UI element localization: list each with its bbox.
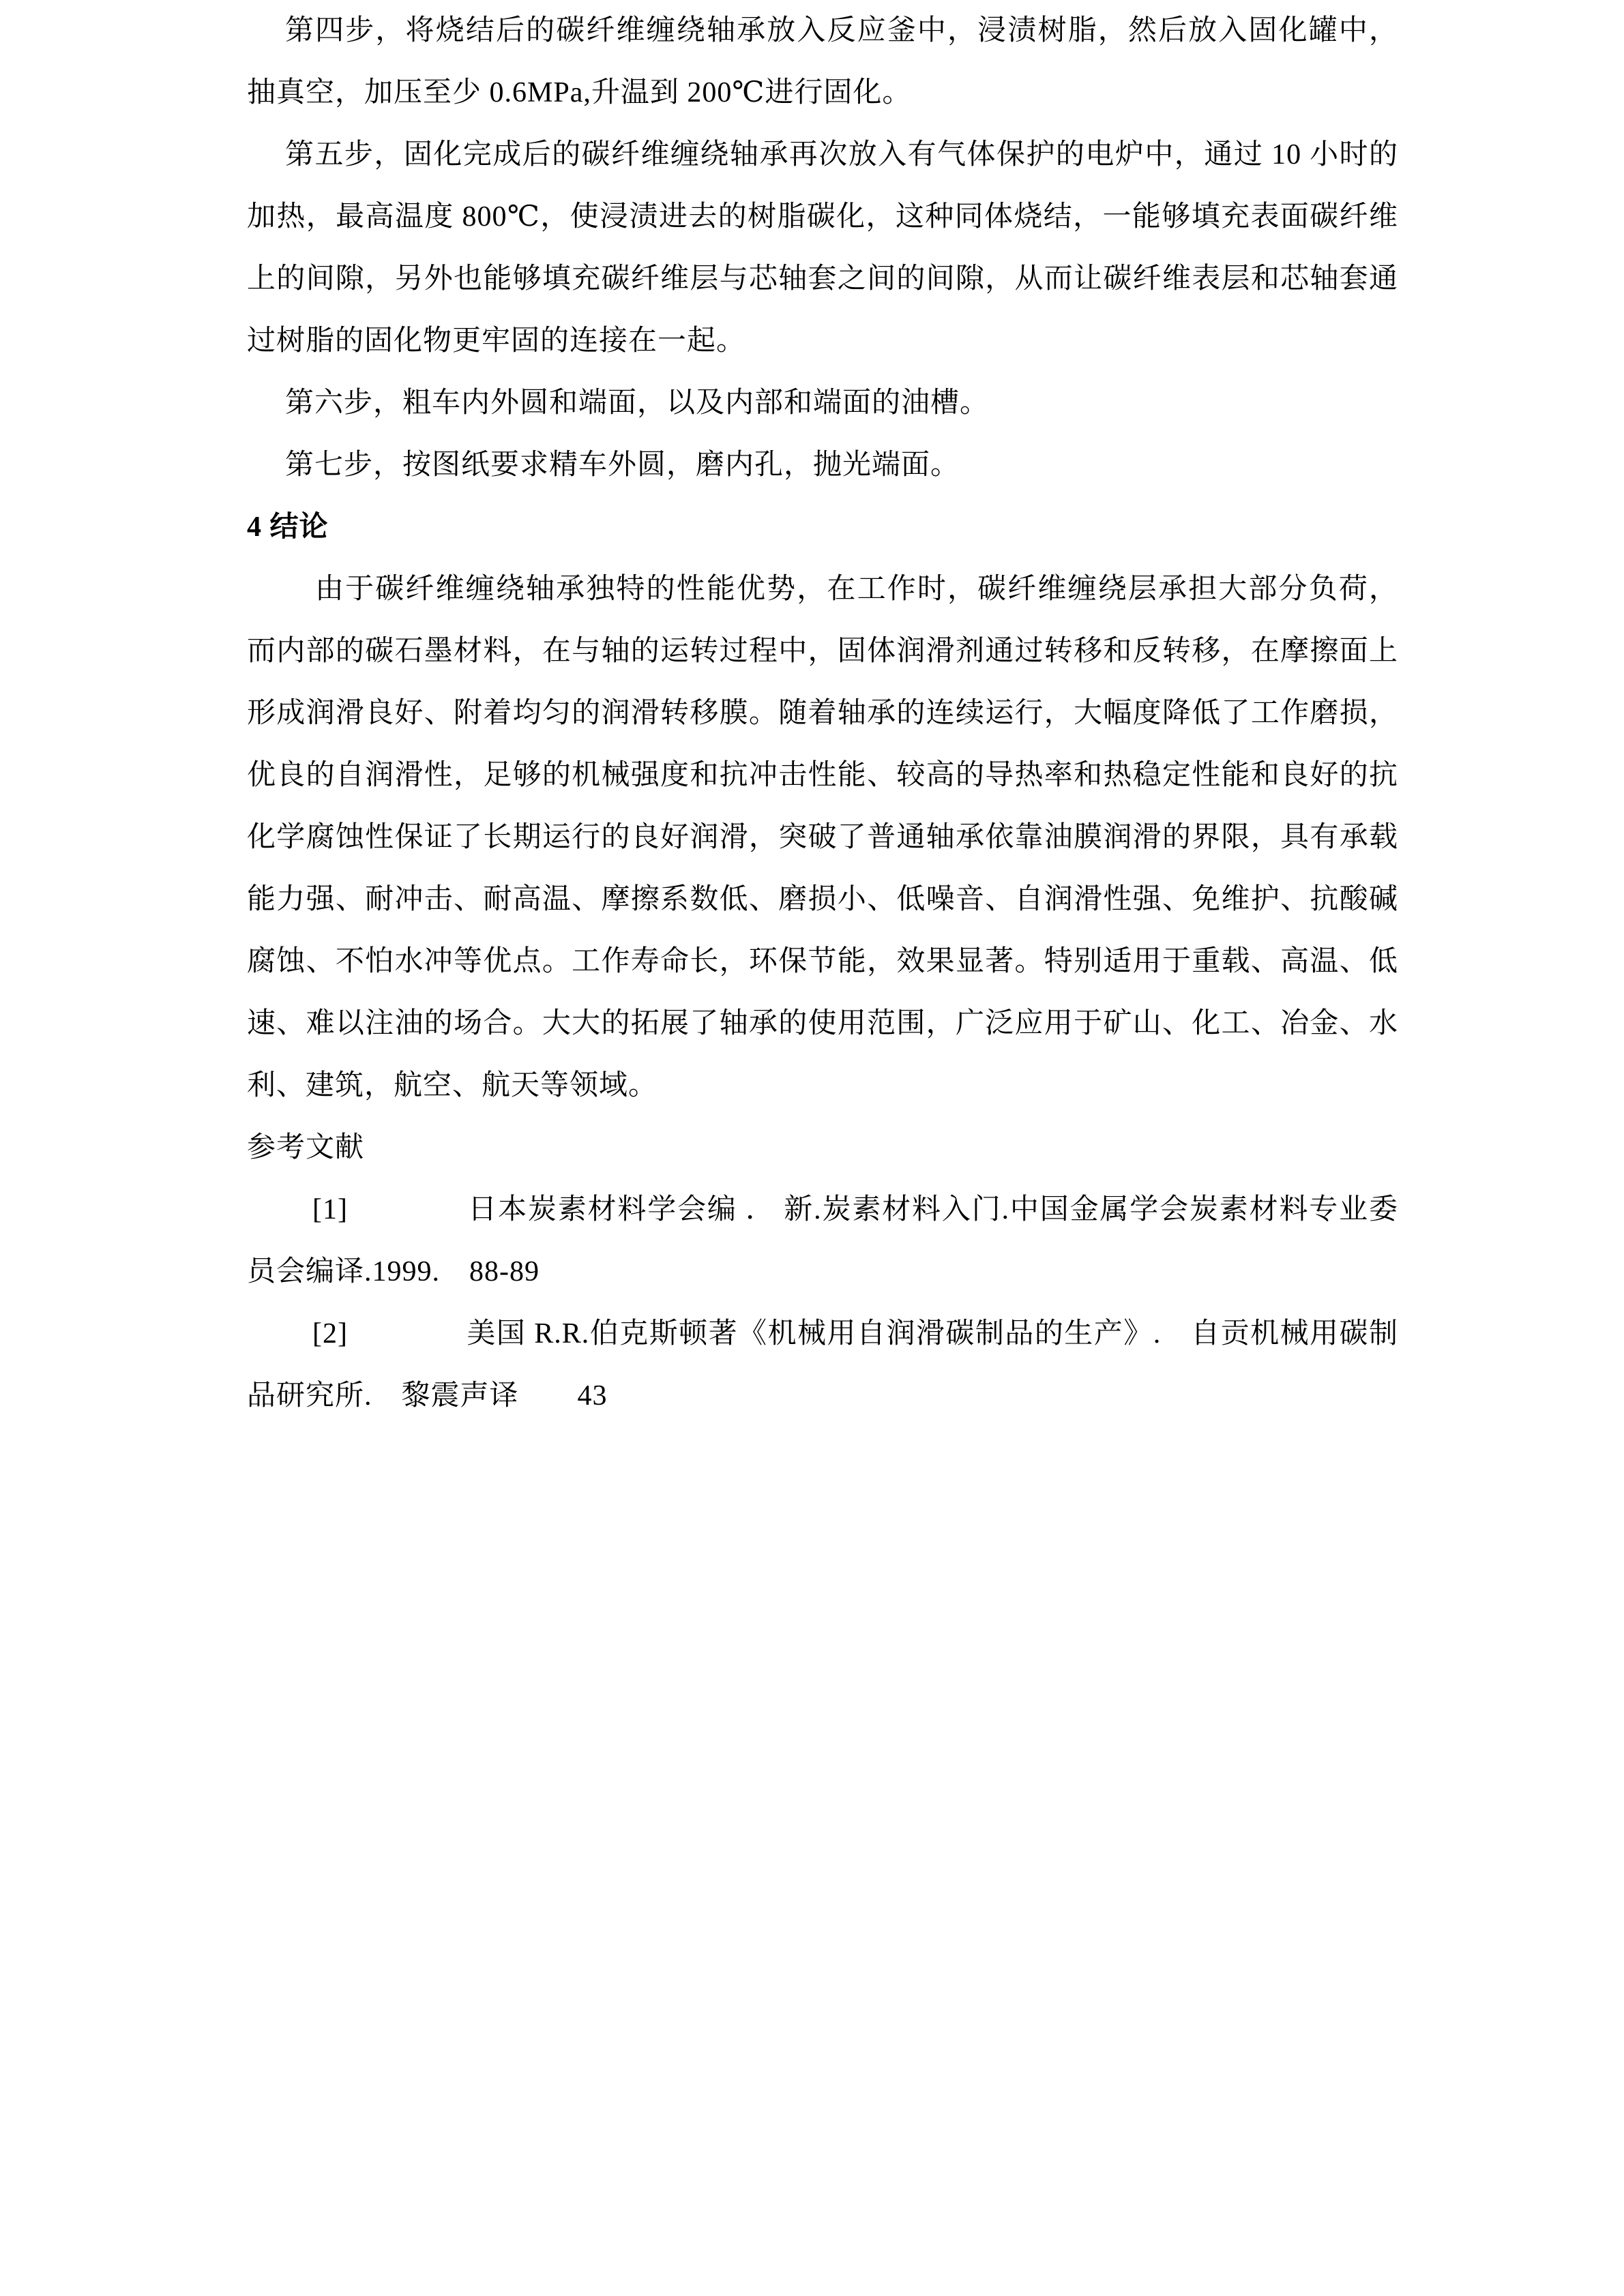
conclusion-paragraph: 由于碳纤维缠绕轴承独特的性能优势，在工作时，碳纤维缠绕层承担大部分负荷，而内部的碳石墨材料，在与轴的运转过程中，固体润滑剂通过转移和反转移，在摩擦面上形成润滑良好、附着均匀的润滑转移膜。随着轴承的连续运行，大幅度降低了工作磨损，优良的自润滑性，足够的机械强度和抗冲击性能、较高的导热率和热稳定性能和良好的抗化学腐蚀性保证了长期运行的良好润滑，突破了普通轴承依靠油膜润滑的界限，具有承载能力强、耐冲击、耐高温、摩擦系数低、磨损小、低噪音、自润滑性强、免维护、抗酸碱腐蚀、不怕水冲等优点。工作寿命长，环保节能，效果显著。特别适用于重载、高温、低速、难以注油的场合。大大的拓展了轴承的使用范围，广泛应用于矿山、化工、冶金、水利、建筑，航空、航天等领域。 [247,573,1398,1101]
paragraph-step-6: 第六步，粗车内外圆和端面，以及内部和端面的油槽。 [285,387,990,419]
paragraph-step-5: 第五步，固化完成后的碳纤维缠绕轴承再次放入有气体保护的电炉中，通过 10 小时的加热，最高温度 800℃，使浸渍进去的树脂碳化，这种同体烧结，一能够填充表面碳纤维上的间隙，另外也能够填充碳纤维层与芯轴套之间的间隙，从而让碳纤维表层和芯轴套通过树脂的固化物更牢固的连接在一起。 [247,139,1398,357]
paragraph-step-4: 第四步，将烧结后的碳纤维缠绕轴承放入反应釜中，浸渍树脂，然后放入固化罐中，抽真空，加压至少 0.6MPa,升温到 200℃进行固化。 [247,15,1398,108]
paragraph-step-7: 第七步，按图纸要求精车外圆，磨内孔，抛光端面。 [285,449,960,481]
conclusion-section-heading: 4 结论 [247,511,329,543]
document-content [247,0,1398,1427]
reference-item-1: [1] 日本炭素材料学会编 ． 新.炭素材料入门.中国金属学会炭素材料专业委员会编译.1999. 88-89 [247,1194,1398,1287]
reference-item-2: [2] 美国 R.R.伯克斯顿著《机械用自润滑碳制品的生产》. 自贡机械用碳制品研究所. 黎震声译 43 [247,1318,1398,1412]
references-section-heading: 参考文献 [247,1132,365,1163]
